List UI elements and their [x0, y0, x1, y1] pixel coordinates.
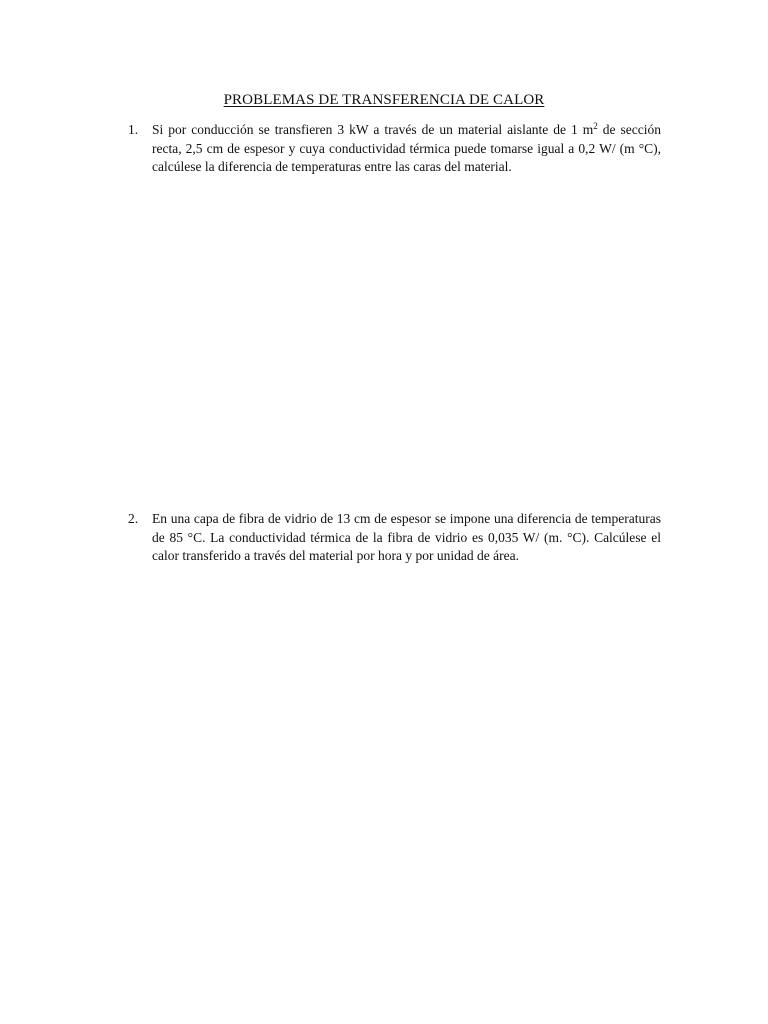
problem-1-superscript: 2 — [593, 121, 598, 131]
problem-1-text-part-1: Si por conducción se transfieren 3 kW a través de un material aislante de 1 m — [152, 122, 594, 137]
problem-2-number: 2. — [128, 511, 139, 526]
problem-1-text-part-2: de sección recta, 2,5 cm de espesor y cuya conductividad térmica puede tomarse igual a 0,2 W/ (m °C), calcúlese la diferencia de temperaturas entre las caras del material. — [152, 122, 661, 174]
problem-2-text: En una capa de fibra de vidrio de 13 cm de espesor se impone una diferencia de temperaturas de 85 °C. La conductividad térmica de la fibra de vidrio es 0,035 W/ (m. °C). Calcúlese el calor transferido a través del material por hora y por unidad de área. — [152, 511, 661, 563]
document-title: PROBLEMAS DE TRANSFERENCIA DE CALOR — [223, 92, 545, 108]
problem-1-text — [152, 121, 661, 177]
problem-1-number: 1. — [128, 122, 139, 137]
problem-2 — [128, 510, 661, 566]
problem-1 — [128, 121, 661, 177]
